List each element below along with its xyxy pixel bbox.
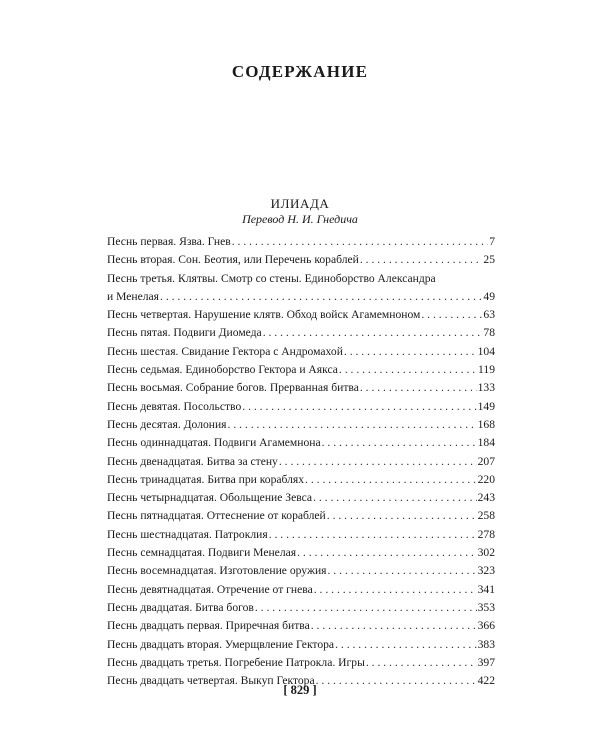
dot-leader: [322, 434, 477, 452]
toc-entry-label: Песнь пятнадцатая. Оттеснение от кораблей: [107, 509, 326, 523]
dot-leader: [311, 617, 477, 635]
toc-entry-label: Песнь десятая. Долония: [107, 417, 227, 431]
toc-entry-label-first-line: Песнь третья. Клятвы. Смотр со стены. Единоборство Александра: [107, 271, 436, 285]
toc-entry-label: Песнь восьмая. Собрание богов. Прерванная битва: [107, 381, 359, 395]
toc-entry[interactable]: [107, 416, 495, 434]
dot-leader: [297, 544, 477, 562]
dot-leader: [269, 526, 477, 544]
toc-entry[interactable]: [107, 489, 495, 507]
toc-entry[interactable]: [107, 581, 495, 599]
dot-leader: [313, 489, 477, 507]
toc-entry-page: 133: [477, 381, 495, 395]
toc-entry-label: Песнь первая. Язва. Гнев: [107, 235, 231, 248]
toc-entry[interactable]: [107, 654, 495, 672]
dot-leader: [328, 562, 477, 580]
toc-entry-label: Песнь двадцать четвертая. Выкуп Гектора: [107, 674, 315, 688]
toc-entry[interactable]: [107, 324, 495, 342]
toc-entry-page: 119: [478, 363, 495, 377]
toc-entry-page: 168: [477, 417, 495, 431]
dot-leader: [232, 233, 488, 251]
toc-entry-label: Песнь девятнадцатая. Отречение от гнева: [107, 582, 313, 596]
toc-entry-label: Песнь двадцатая. Битва богов: [107, 600, 254, 614]
toc-entry-page: 149: [477, 399, 495, 413]
toc-entry[interactable]: [107, 507, 495, 525]
toc-entry-label: Песнь двадцать третья. Погребение Патрокла. Игры: [107, 655, 365, 669]
dot-leader: [327, 507, 477, 525]
dot-leader: [228, 416, 477, 434]
toc-entry-page: 353: [477, 600, 495, 614]
toc-entry-label: Песнь четвертая. Нарушение клятв. Обход войск Агамемноном: [107, 308, 421, 322]
toc-entry-page: 397: [477, 655, 495, 669]
toc-entry-page: 220: [477, 472, 495, 486]
toc-entry[interactable]: [107, 453, 495, 471]
dot-leader: [344, 343, 477, 361]
toc-entry[interactable]: [107, 617, 495, 635]
dot-leader: [255, 599, 477, 617]
toc-entry-label: Песнь шестнадцатая. Патроклия: [107, 527, 268, 541]
toc-entry[interactable]: [107, 288, 495, 306]
toc-entry[interactable]: [107, 361, 495, 379]
dot-leader: [305, 471, 477, 489]
toc-entry[interactable]: [107, 544, 495, 562]
toc-entry-page: 78: [483, 326, 495, 340]
toc-entry[interactable]: [107, 233, 495, 251]
toc-entry-label: Песнь одиннадцатая. Подвиги Агамемнона: [107, 436, 321, 450]
dot-leader: [314, 581, 477, 599]
toc-entry-label: Песнь двадцать вторая. Умерщвление Гектора: [107, 637, 335, 651]
toc-entry[interactable]: [107, 562, 495, 580]
dot-leader: [263, 324, 483, 342]
book-title: ИЛИАДА: [270, 196, 330, 211]
toc-entry-label: Песнь двенадцатая. Битва за стену: [107, 454, 278, 468]
toc-entry-page: 258: [477, 509, 495, 523]
toc-entry-label: Песнь двадцать первая. Приречная битва: [107, 619, 310, 633]
toc-entry-label: Песнь семнадцатая. Подвиги Менелая: [107, 546, 297, 560]
toc-entry-page: 104: [477, 344, 495, 358]
toc-entry-label: Песнь восемнадцатая. Изготовление оружия: [107, 564, 327, 578]
toc-entry-page: 302: [477, 546, 495, 560]
toc-entry[interactable]: [107, 526, 495, 544]
dot-leader: [421, 306, 482, 324]
dot-leader: [366, 654, 477, 672]
toc-entry-page: 207: [477, 454, 495, 468]
toc-entry-page: 422: [477, 674, 495, 688]
toc-entry-label: Песнь седьмая. Единоборство Гектора и Аякса: [107, 363, 338, 377]
toc-entry-page: 243: [477, 491, 495, 505]
toc-entry-label: Песнь шестая. Свидание Гектора с Андромахой: [107, 344, 343, 358]
toc-entry[interactable]: [107, 636, 495, 654]
toc-entry-label: и Менелая: [107, 289, 160, 303]
toc-entry-page: 49: [483, 289, 495, 303]
dot-leader: [279, 453, 477, 471]
toc-entry[interactable]: [107, 251, 495, 269]
dot-leader: [360, 379, 477, 397]
dot-leader: [242, 398, 476, 416]
toc-entry-page: 323: [477, 564, 495, 578]
toc-entry[interactable]: [107, 379, 495, 397]
toc-entry[interactable]: [107, 599, 495, 617]
dot-leader: [335, 636, 477, 654]
toc-entry-label: Песнь вторая. Сон. Беотия, или Перечень кораблей: [107, 253, 359, 267]
table-of-contents: [107, 233, 495, 690]
toc-entry[interactable]: [107, 471, 495, 489]
toc-entry-page: 278: [477, 527, 495, 541]
toc-entry-page: 63: [483, 308, 495, 322]
toc-entry-first-line[interactable]: [107, 270, 495, 288]
dot-leader: [160, 288, 482, 306]
toc-entry-page: 7: [489, 235, 495, 248]
toc-entry-label: Песнь девятая. Посольство: [107, 399, 242, 413]
dot-leader: [339, 361, 477, 379]
dot-leader: [360, 251, 483, 269]
toc-entry[interactable]: [107, 306, 495, 324]
toc-entry-page: 383: [477, 637, 495, 651]
page-title: СОДЕРЖАНИЕ: [231, 62, 369, 81]
toc-entry[interactable]: [107, 398, 495, 416]
toc-entry-page: 25: [483, 253, 495, 267]
toc-entry-label: Песнь четырнадцатая. Обольщение Зевса: [107, 491, 313, 505]
toc-entry-label: Песнь тринадцатая. Битва при кораблях: [107, 472, 305, 486]
toc-entry-page: 184: [477, 436, 495, 450]
translator-credit: Перевод Н. И. Гнедича: [242, 212, 358, 226]
toc-entry-label: Песнь пятая. Подвиги Диомеда: [107, 326, 262, 340]
toc-entry[interactable]: [107, 343, 495, 361]
toc-entry[interactable]: [107, 434, 495, 452]
page-number: [ 829 ]: [283, 683, 317, 697]
toc-entry-page: 366: [477, 619, 495, 633]
toc-entry-page: 341: [477, 582, 495, 596]
